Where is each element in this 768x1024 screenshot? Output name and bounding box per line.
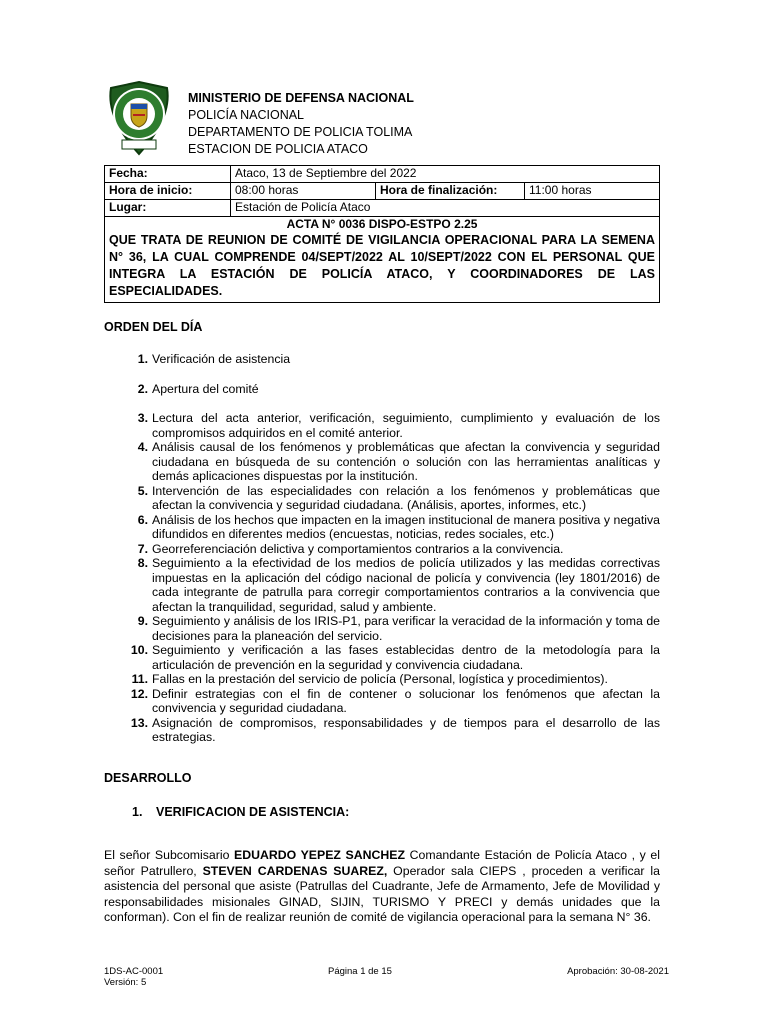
document-header bbox=[188, 90, 414, 158]
agenda-item: 10. Seguimiento y verificación a las fases establecidas dentro de la metodología para la articulación de prevención en la seguridad y convivencia ciudadana. bbox=[130, 643, 660, 672]
document-version: Versión: 5 bbox=[104, 977, 147, 988]
agenda-item: 1. Verificación de asistencia bbox=[137, 352, 291, 366]
place-value: Estación de Policía Ataco bbox=[231, 200, 660, 217]
commander-name: EDUARDO YEPEZ SANCHEZ bbox=[234, 848, 405, 862]
start-time-label: Hora de inicio: bbox=[105, 183, 231, 200]
start-time-value: 08:00 horas bbox=[231, 183, 376, 200]
agenda-item: 9. Seguimiento y análisis de los IRIS-P1, para verificar la veracidad de la información y toma de decisiones para la planeación del servicio. bbox=[137, 614, 660, 643]
approval-date: Aprobación: 30-08-2021 bbox=[567, 966, 669, 977]
police-seal-logo bbox=[104, 80, 174, 156]
acta-title: ACTA N° 0036 DISPO-ESTPO 2.25 bbox=[286, 217, 478, 231]
acta-row bbox=[105, 217, 660, 303]
end-time-value: 11:00 horas bbox=[525, 183, 660, 200]
place-label: Lugar: bbox=[105, 200, 231, 217]
agenda-item: 4. Análisis causal de los fenómenos y problemáticas que afectan la convivencia y seguridad ciudadana en búsqueda de su contención o solución con las herramientas analíticas y demás aplicaciones dispuestas por la institución. bbox=[137, 440, 660, 483]
agenda-item: 12. Definir estrategias con el fin de contener o solucionar los fenómenos que afectan la convivencia y seguridad ciudadana. bbox=[130, 686, 660, 715]
agenda-item: 13. Asignación de compromisos, responsabilidades y de tiempos para el desarrollo de las estrategias. bbox=[130, 715, 660, 744]
time-row bbox=[105, 183, 660, 200]
agenda-item: 6. Análisis de los hechos que impacten en la imagen institucional de manera positiva y negativa difundidos en diferentes medios (encuestas, noticias, redes sociales, etc.) bbox=[137, 512, 660, 541]
acta-description: QUE TRATA DE REUNION DE COMITÉ DE VIGILANCIA OPERACIONAL PARA LA SEMENA N° 36, LA CUAL COMPRENDE 04/SEPT/2022 AL 10/SEPT/2022 CON EL PERSONAL QUE INTEGRA LA ESTACIÓN DE POLICÍA ATACO, Y COORDINADORES DE LAS ESPECIALIDADES. bbox=[109, 233, 655, 298]
subsection-number: 1. bbox=[132, 805, 143, 819]
agenda-item: 8. Seguimiento a la efectividad de los medios de policía utilizados y las medidas correctivas impuestas en la aplicación del código nacional de policía y convivencia (ley 1801/2016) de cada integrante de patrulla para corregir comportamientos contrarios a la convivencia que afectan la tranquilidad, seguridad, salud y ambiente. bbox=[137, 556, 660, 614]
agenda-item: 5. Intervención de las especialidades con relación a los fenómenos y problemáticas que afectan la convivencia y seguridad ciudadana. (Análisis, aportes, informes, etc.) bbox=[137, 483, 660, 512]
place-row bbox=[105, 200, 660, 217]
subsection-title: VERIFICACION DE ASISTENCIA: bbox=[156, 805, 350, 819]
agenda-list bbox=[104, 352, 660, 745]
date-row bbox=[105, 166, 660, 183]
agenda-item: 11. Fallas en la prestación del servicio de policía (Personal, logística y procedimientos). bbox=[131, 672, 608, 686]
agenda-item: 3. Lectura del acta anterior, verificación, seguimiento, cumplimiento y evaluación de los compromisos adquiridos en el comité anterior. bbox=[137, 411, 660, 440]
agenda-title: ORDEN DEL DÍA bbox=[104, 320, 203, 334]
ministry-name: MINISTERIO DE DEFENSA NACIONAL bbox=[188, 91, 414, 105]
agenda-item: 2. Apertura del comité bbox=[137, 381, 259, 396]
department-name: DEPARTAMENTO DE POLICIA TOLIMA bbox=[188, 125, 413, 139]
end-time-label: Hora de finalización: bbox=[376, 183, 525, 200]
page-number: Página 1 de 15 bbox=[328, 966, 392, 977]
footer-left bbox=[104, 966, 163, 988]
police-name: POLICÍA NACIONAL bbox=[188, 108, 305, 122]
date-value: Ataco, 13 de Septiembre del 2022 bbox=[231, 166, 660, 183]
operator-name: STEVEN CARDENAS SUAREZ, bbox=[202, 863, 388, 878]
development-title: DESARROLLO bbox=[104, 771, 192, 785]
document-code: 1DS-AC-0001 bbox=[104, 966, 164, 977]
date-label: Fecha: bbox=[105, 166, 231, 183]
acta-cell bbox=[105, 217, 660, 303]
station-name: ESTACION DE POLICIA ATACO bbox=[188, 142, 368, 156]
agenda-item: 7. Georreferenciación delictiva y comportamientos contrarios a la convivencia. bbox=[137, 541, 564, 556]
attendance-paragraph: El señor Subcomisario EDUARDO YEPEZ SANCHEZ Comandante Estación de Policía Ataco , y el señor Patrullero, STEVEN CARDENAS SUAREZ, Operador sala CIEPS , proceden a verificar la asistencia del personal que asiste (Patrullas del Cuadrante, Jefe de Armamento, Jefe de Movilidad y responsabilidades misionales GINAD, SIJIN, TURISMO Y PRECI y demás unidades que la conforman). Con el fin de realizar reunión de comité de vigilancia operacional para la semana N° 36. bbox=[104, 848, 660, 924]
meeting-info-table bbox=[104, 165, 660, 303]
